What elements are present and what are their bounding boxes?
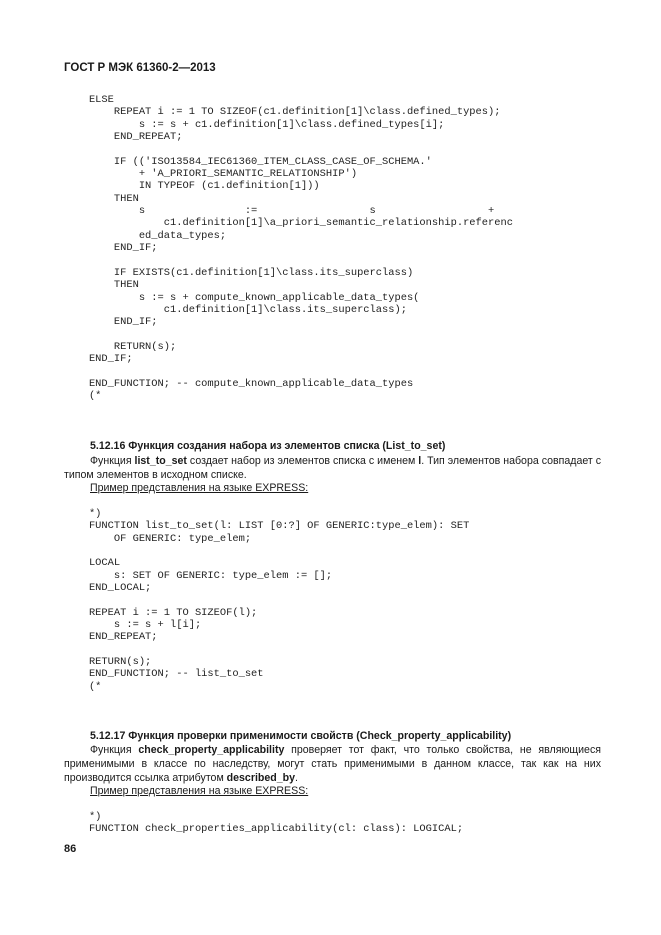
- section-paragraph-list-to-set: Функция list_to_set создает набор из элементов списка с именем l. Тип элементов набора совпадает с типом элементов в исходном списке.: [64, 455, 601, 482]
- document-header: ГОСТ Р МЭК 61360-2—2013: [64, 62, 216, 74]
- code-block-list-to-set: *) FUNCTION list_to_set(l: LIST [0:?] OF GENERIC:type_elem): SET OF GENERIC: type_elem; LOCAL s: SET OF GENERIC: type_elem := []; END_LOCAL; REPEAT i := 1 TO SIZEOF(l); s := s + l[i]; END_REPEAT; RETURN(s); END_FUNCTION; -- list_to_set (*: [88, 508, 470, 693]
- code-block-check-property: *) FUNCTION check_properties_applicability(cl: class): LOGICAL;: [88, 811, 464, 836]
- example-label-list-to-set: Пример представления на языке EXPRESS:: [90, 482, 309, 494]
- example-label-check-property: Пример представления на языке EXPRESS:: [90, 785, 309, 797]
- code-block-compute-types: ELSE REPEAT i := 1 TO SIZEOF(c1.definition[1]\class.defined_types); s := s + c1.definition[1]\class.defined_types[i]; END_REPEAT; IF (('ISO13584_IEC61360_ITEM_CLASS_CASE_OF_SCHEMA.' + 'A_PRIORI_SEMANTIC_RELATIONSHIP') IN TYPEOF (c1.definition[1])) THEN s := s + c1.definition[1]\a_priori_semantic_relationship.referenc ed_data_types; END_IF; IF EXISTS(c1.definition[1]\class.its_superclass) THEN s := s + compute_known_applicable_data_types( c1.definition[1]\class.its_superclass); END_IF; RETURN(s); END_IF; END_FUNCTION; -- compute_known_applicable_data_types (*: [88, 94, 513, 403]
- section-paragraph-check-property: Функция check_property_applicability проверяет тот факт, что только свойства, не являющиеся применимыми в классе по наследству, могут стать применимыми в данном классе, так как на них производится ссылка атрибутом described_by.: [64, 744, 601, 785]
- page-number: 86: [64, 843, 77, 855]
- section-title-check-property: 5.12.17 Функция проверки применимости свойств (Check_property_applicability): [90, 730, 512, 742]
- section-title-list-to-set: 5.12.16 Функция создания набора из элементов списка (List_to_set): [90, 440, 446, 452]
